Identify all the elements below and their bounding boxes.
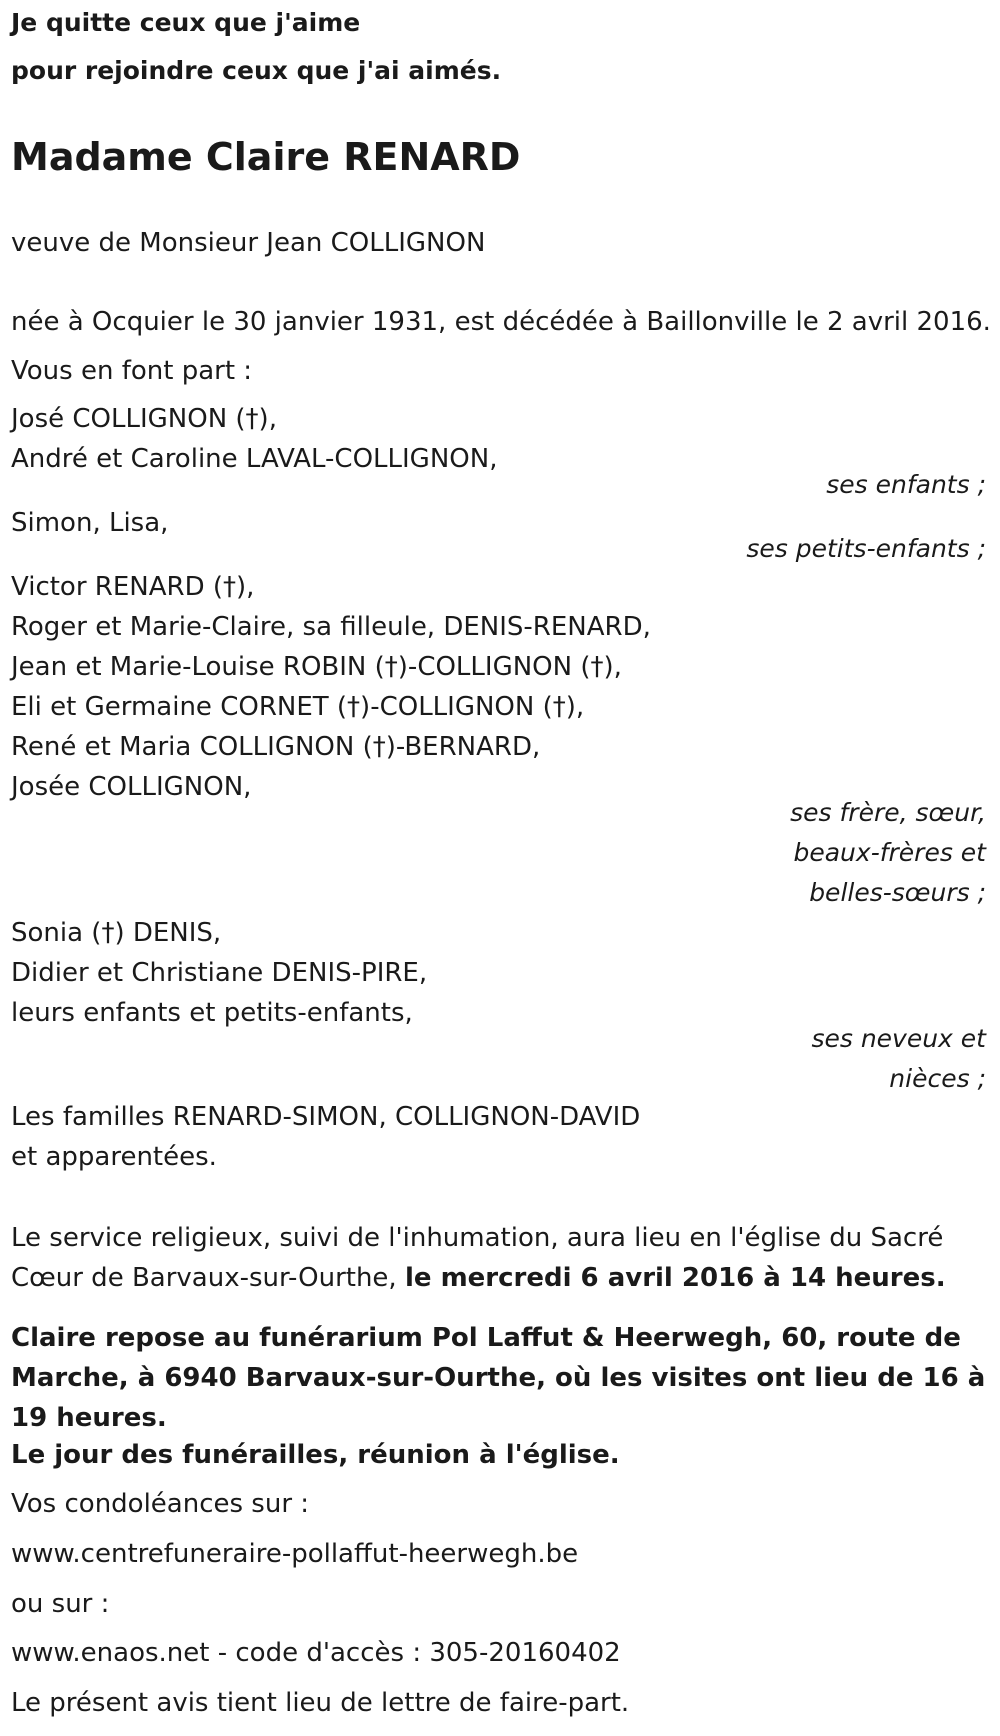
widow-of: veuve de Monsieur Jean COLLIGNON	[11, 228, 486, 258]
service-date: le mercredi 6 avril 2016 à 14 heures.	[404, 1263, 946, 1293]
epigraph-line-2: pour rejoindre ceux que j'ai aimés.	[11, 56, 502, 85]
sibling-1: Victor RENARD (†),	[11, 572, 255, 602]
grandchildren-role: ses petits-enfants ;	[746, 534, 986, 563]
nephew-3: leurs enfants et petits-enfants,	[11, 998, 413, 1028]
condolences-label: Vos condoléances sur :	[11, 1489, 310, 1519]
nephew-2: Didier et Christiane DENIS-PIRE,	[11, 958, 428, 988]
siblings-role-3: belles-sœurs ;	[809, 878, 986, 907]
announce: Vous en font part :	[11, 356, 253, 386]
nephews-role-2: nièces ;	[889, 1064, 986, 1093]
website-link-1[interactable]: www.centrefuneraire-pollaffut-heerwegh.be	[11, 1539, 579, 1569]
nephews-role-1: ses neveux et	[811, 1024, 986, 1053]
child-1: José COLLIGNON (†),	[11, 404, 277, 434]
children-role: ses enfants ;	[826, 470, 986, 499]
deceased-name: Madame Claire RENARD	[11, 135, 521, 179]
siblings-role-1: ses frère, sœur,	[790, 798, 986, 827]
sibling-5: René et Maria COLLIGNON (†)-BERNARD,	[11, 732, 541, 762]
funerarium-info: Claire repose au funérarium Pol Laffut & Heerwegh, 60, route de Marche, à 6940 Barvaux-sur-Ourthe, où les visites ont lieu de 16 à 19 heures.	[11, 1323, 986, 1433]
closing-note: Le présent avis tient lieu de lettre de faire-part.	[11, 1688, 630, 1718]
birth-death: née à Ocquier le 30 janvier 1931, est décédée à Baillonville le 2 avril 2016.	[11, 307, 991, 337]
epigraph-line-1: Je quitte ceux que j'aime	[11, 8, 361, 37]
child-2: André et Caroline LAVAL-COLLIGNON,	[11, 444, 498, 474]
families-1: Les familles RENARD-SIMON, COLLIGNON-DAVID	[11, 1102, 641, 1132]
nephew-1: Sonia (†) DENIS,	[11, 918, 222, 948]
grandchildren: Simon, Lisa,	[11, 508, 169, 538]
siblings-role-2: beaux-frères et	[793, 838, 986, 867]
sibling-3: Jean et Marie-Louise ROBIN (†)-COLLIGNON (†),	[11, 652, 622, 682]
funeral-day: Le jour des funérailles, réunion à l'église.	[11, 1440, 620, 1470]
website-link-2[interactable]: www.enaos.net - code d'accès : 305-20160402	[11, 1638, 621, 1668]
sibling-2: Roger et Marie-Claire, sa filleule, DENIS-RENARD,	[11, 612, 651, 642]
sibling-6: Josée COLLIGNON,	[11, 772, 252, 802]
service-text: Le service religieux, suivi de l'inhumation, aura lieu en l'église du Sacré Cœur de Barvaux-sur-Ourthe,	[11, 1223, 944, 1293]
or-on-label: ou sur :	[11, 1589, 110, 1619]
families-2: et apparentées.	[11, 1142, 217, 1172]
service-info	[11, 1218, 986, 1298]
sibling-4: Eli et Germaine CORNET (†)-COLLIGNON (†),	[11, 692, 585, 722]
